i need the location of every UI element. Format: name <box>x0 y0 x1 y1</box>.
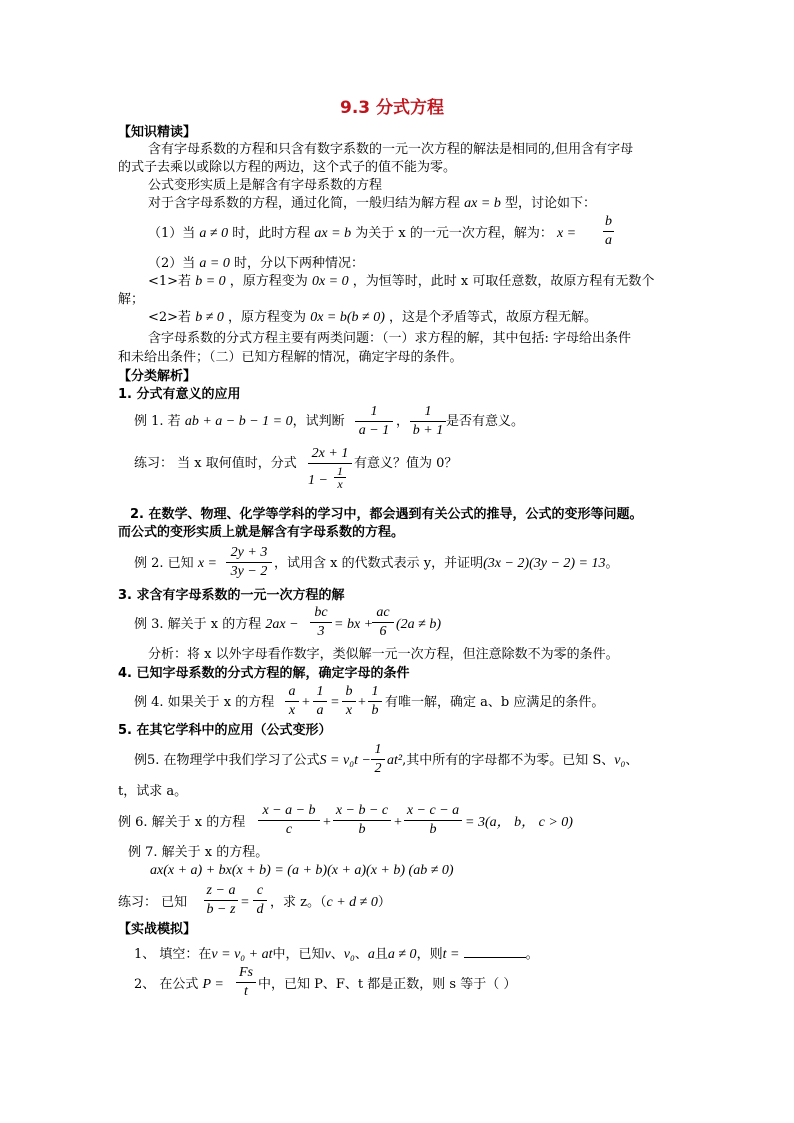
equals-pr2: = <box>241 895 249 910</box>
question-2: 2、 在公式 P = <box>134 977 224 992</box>
subcase-1-end: 解； <box>118 292 145 307</box>
knowledge-paragraph-2: 公式变形实质上是解含有字母系数的方程 <box>148 178 383 193</box>
heading-4: 4. 已知字母系数的分式方程的解，确定字母的条件 <box>118 666 410 681</box>
knowledge-paragraph-1b: 的式子去乘以或除以方程的两边，这个式子的值不能为零。 <box>118 160 457 175</box>
fraction-2y3-over-3y2: 2y + 3 3y − 2 <box>226 545 272 580</box>
section-heading-practice: 【实战模拟】 <box>118 922 197 937</box>
example-4-tail: 有唯一解，确定 a、b 应满足的条件。 <box>385 695 605 710</box>
example-2-tail: ，试用含 x 的代数式表示 y，并证明(3x − 2)(3y − 2) = 13。 <box>274 556 619 571</box>
fraction-z-a-over-b-z: z − a b − z <box>204 883 238 918</box>
example-1: 例 1. 若 ab + a − b − 1 = 0，试判断 <box>134 414 345 429</box>
fraction-x-a-b-over-c: x − a − b c <box>258 803 320 838</box>
knowledge-paragraph-1a: 含有字母系数的方程和只含有数字系数的一元一次方程的解法是相同的,但用含有字母 <box>148 142 634 157</box>
fraction-x-b-c-over-b: x − b − c b <box>333 803 391 838</box>
plus-1: + <box>302 695 310 710</box>
fraction-1-over-b-plus-1: 1 b + 1 <box>410 404 446 439</box>
example-5-end: t，试求 a。 <box>118 784 188 799</box>
plus-2: + <box>358 695 366 710</box>
practice-1: 练习： 当 x 取何值时，分式 <box>134 456 297 471</box>
practice-1-tail: 有意义？值为 0？ <box>354 456 458 471</box>
answer-blank[interactable] <box>464 945 526 958</box>
fraction-c-over-d: c d <box>253 883 267 918</box>
example-7-equation: ax(x + a) + bx(x + b) = (a + b)(x + a)(x + b) (ab ≠ 0) <box>150 863 454 878</box>
knowledge-paragraph-4b: 和未给出条件；（二）已知方程解的情况，确定字母的条件。 <box>118 350 463 365</box>
analysis-note-3: 分析：将 x 以外字母看作数字，类似解一元一次方程，但注意除数不为零的条件。 <box>148 647 619 662</box>
fraction-bc-over-3: bc 3 <box>310 605 332 640</box>
example-6-tail: = 3(a， b， c > 0) <box>465 815 573 830</box>
knowledge-paragraph-3: 对于含字母系数的方程，通过化简，一般归结为解方程 ax = b 型，讨论如下： <box>148 196 596 211</box>
example-5: 例5. 在物理学中我们学习了公式S = v₀t − <box>134 753 371 768</box>
equals-4: = <box>331 695 339 710</box>
example-5-tail: at²,其中所有的字母都不为零。已知 S、v₀、 <box>387 753 639 768</box>
example-1-separator: ， <box>396 414 410 429</box>
fraction-ac-over-6: ac 6 <box>372 605 394 640</box>
example-6: 例 6. 解关于 x 的方程 <box>118 815 246 830</box>
practice-2-tail: ，求 z。（c + d ≠ 0） <box>270 895 391 910</box>
example-1-tail: 是否有意义。 <box>446 414 525 429</box>
fraction-complex: 2x + 1 1 − 1 x <box>308 446 352 497</box>
plus-6b: + <box>394 815 402 830</box>
practice-2: 练习： 已知 <box>118 895 188 910</box>
example-4: 例 4. 如果关于 x 的方程 <box>134 695 275 710</box>
heading-5: 5. 在其它学科中的应用（公式变形） <box>118 723 332 738</box>
question-1: 1、 填空：在v = v₀ + at中，已知v、v₀、a且a ≠ 0，则t = 。 <box>134 947 539 962</box>
knowledge-paragraph-4a: 含字母系数的分式方程主要有两类问题：（一）求方程的解，其中包括: 字母给出条件 <box>148 331 632 346</box>
fraction-a-over-x: a x <box>285 684 299 719</box>
example-7: 例 7. 解关于 x 的方程。 <box>128 845 269 860</box>
case-2: （2）当 a = 0 时，分以下两种情况： <box>148 256 365 271</box>
example-3-cond: (2a ≠ b) <box>396 617 442 632</box>
example-2: 例 2. 已知 x = <box>134 556 217 571</box>
fraction-b-over-x: b x <box>342 684 356 719</box>
heading-1: 1. 分式有意义的应用 <box>118 387 241 402</box>
subcase-2: <2>若 b ≠ 0 ，原方程变为 0x = b(b ≠ 0) ，这是个矛盾等式，故原方程无解。 <box>148 310 598 325</box>
heading-2b: 而公式的变形实质上就是解含有字母系数的方程。 <box>118 525 405 540</box>
fraction-fs-over-t: Fs t <box>236 965 256 1000</box>
section-heading-analysis: 【分类解析】 <box>118 369 197 384</box>
case-1: （1）当 a ≠ 0 时，此时方程 ax = b 为关于 x 的一元一次方程，解为： x = <box>148 226 577 241</box>
heading-3: 3. 求含有字母系数的一元一次方程的解 <box>118 588 345 603</box>
fraction-1-over-a-minus-1: 1 a − 1 <box>355 404 393 439</box>
fraction-1-over-2: 1 2 <box>371 742 385 777</box>
section-heading-knowledge: 【知识精读】 <box>118 125 197 140</box>
plus-6a: + <box>323 815 331 830</box>
heading-2a: 2. 在数学、物理、化学等学科的学习中，都会遇到有关公式的推导，公式的变形等问题。 <box>130 507 643 522</box>
fraction-x-c-a-over-b: x − c − a b <box>404 803 462 838</box>
subcase-1: <1>若 b = 0 ，原方程变为 0x = 0 ，为恒等时，此时 x 可取任意数，故原方程有无数个 <box>148 274 655 289</box>
fraction-b-over-a: b a <box>605 214 612 248</box>
example-3-mid: = bx + <box>334 617 374 632</box>
fraction-1-over-a: 1 a <box>313 684 327 719</box>
question-2-tail: 中，已知 P、F、t 都是正数，则 s 等于（ ） <box>258 977 517 992</box>
page-title: 9.3 分式方程 <box>340 98 445 118</box>
example-3: 例 3. 解关于 x 的方程 2ax − <box>134 617 299 632</box>
fraction-1-over-b: 1 b <box>368 684 382 719</box>
